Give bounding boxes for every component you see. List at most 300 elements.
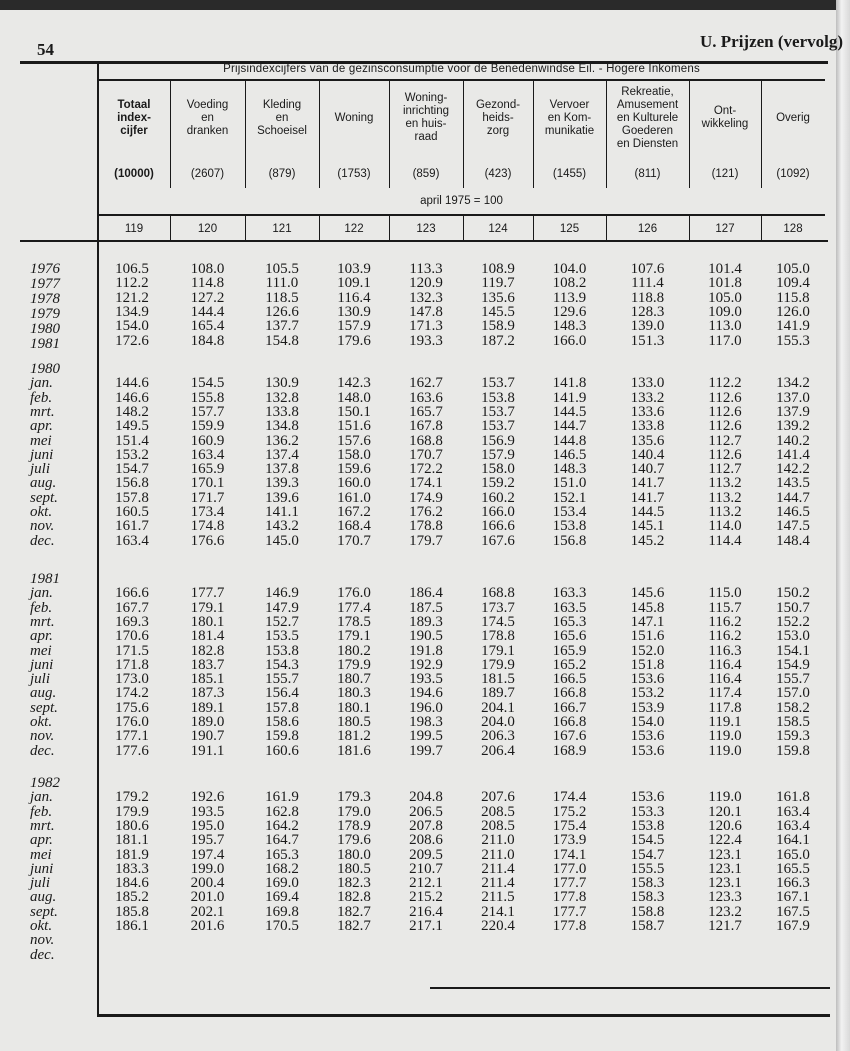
table-cell: 180.7: [337, 671, 371, 688]
table-cell: 127.2: [190, 289, 225, 306]
table-cell: 141.9: [776, 318, 810, 335]
table-cell: 137.8: [265, 461, 299, 478]
table-cell: 191.1: [190, 742, 225, 759]
table-cell: 163.4: [190, 446, 225, 463]
table-cell: 163.6: [409, 389, 443, 406]
row-label-month: mrt.: [30, 817, 55, 834]
table-cell: 140.7: [630, 461, 665, 478]
column-header: Ont- wikkeling: [701, 105, 749, 130]
row-label-year: 1980: [30, 321, 60, 337]
table-cell: 120.1: [708, 803, 742, 820]
table-cell: 144.6: [115, 375, 149, 392]
table-cell: 160.9: [190, 432, 225, 449]
row-label-month: apr.: [30, 832, 53, 849]
row-label-month: mrt.: [30, 613, 55, 630]
table-cell: 180.5: [337, 860, 371, 877]
table-cell: 148.3: [552, 318, 587, 335]
table-cell: 137.0: [776, 389, 810, 406]
column-weight: (879): [268, 168, 296, 180]
table-cell: 158.6: [265, 714, 299, 730]
table-cell: 119.0: [708, 728, 742, 745]
table-cell: 109.4: [776, 275, 810, 292]
table-cell: 145.2: [630, 532, 665, 549]
table-cell: 115.8: [776, 289, 810, 306]
table-cell: 126.6: [265, 303, 299, 320]
table-cell: 178.8: [409, 518, 443, 535]
table-cell: 134.8: [265, 418, 299, 435]
table-cell: 171.7: [190, 489, 225, 506]
table-cell: 208.5: [481, 817, 515, 834]
table-cell: 161.9: [265, 789, 299, 806]
table-cell: 176.2: [409, 504, 443, 520]
table-cell: 165.3: [552, 613, 587, 630]
table-cell: 159.6: [337, 461, 371, 478]
table-cell: 189.7: [481, 685, 515, 702]
table-cell: 113.3: [409, 261, 443, 277]
table-cell: 132.3: [409, 289, 443, 306]
table-cell: 158.7: [630, 918, 665, 934]
row-label-month: mei: [30, 846, 52, 863]
table-cell: 111.4: [631, 275, 664, 292]
table-cell: 139.0: [630, 318, 665, 335]
table-cell: 101.8: [708, 275, 742, 292]
table-cell: 161.8: [776, 789, 810, 806]
table-cell: 169.4: [265, 889, 299, 906]
table-cell: 177.8: [552, 889, 587, 906]
table-cell: 153.6: [630, 728, 665, 745]
table-cell: 159.8: [265, 728, 299, 745]
table-cell: 179.7: [409, 532, 443, 549]
table-cell: 170.7: [337, 532, 371, 549]
table-cell: 164.1: [776, 832, 810, 849]
table-cell: 153.3: [630, 803, 665, 820]
table-cell: 146.5: [776, 504, 810, 520]
table-cell: 115.7: [708, 599, 742, 616]
table-cell: 156.4: [265, 685, 299, 702]
table-cell: 153.7: [481, 375, 515, 392]
table-cell: 173.0: [115, 671, 149, 688]
table-cell: 157.7: [190, 403, 225, 420]
table-cell: 195.0: [190, 817, 225, 834]
table-cell: 135.6: [630, 432, 665, 449]
row-label-year: 1981: [30, 336, 60, 352]
table-cell: 180.3: [337, 685, 371, 702]
table-cell: 154.0: [115, 318, 149, 335]
table-cell: 107.6: [630, 261, 665, 277]
column-header: Totaal index- cijfer: [117, 98, 151, 137]
table-cell: 174.8: [190, 518, 225, 535]
column-code: 123: [416, 223, 436, 235]
table-cell: 109.1: [337, 275, 371, 292]
row-label-month: aug.: [30, 685, 57, 702]
table-cell: 132.8: [265, 389, 299, 406]
table-cell: 151.6: [630, 628, 665, 645]
table-cell: 183.7: [190, 656, 225, 673]
table-cell: 199.5: [409, 728, 443, 745]
row-label-month: okt.: [30, 504, 53, 520]
column-code: 124: [488, 223, 508, 235]
table-cell: 214.1: [481, 903, 515, 920]
table-cell: 165.4: [190, 318, 225, 335]
table-cell: 141.8: [552, 375, 587, 392]
table-cell: 159.3: [776, 728, 810, 745]
table-cell: 185.2: [115, 889, 149, 906]
table-cell: 116.4: [708, 656, 742, 673]
row-label-year: 1977: [30, 276, 60, 292]
table-cell: 160.0: [337, 475, 371, 492]
column-code: 127: [715, 223, 735, 235]
table-cell: 116.2: [708, 613, 742, 630]
table-cell: 116.3: [708, 642, 742, 659]
table-cell: 167.7: [115, 599, 149, 616]
table-cell: 153.8: [481, 389, 515, 406]
table-cell: 206.4: [481, 742, 515, 759]
table-cell: 157.0: [776, 685, 810, 702]
table-cell: 114.8: [190, 275, 225, 292]
table-cell: 187.2: [481, 332, 515, 349]
table-cell: 112.6: [708, 418, 742, 435]
row-label-month: okt.: [30, 714, 53, 730]
row-label-month: juni: [30, 860, 54, 877]
table-cell: 141.9: [552, 389, 587, 406]
column-header: Overig: [776, 111, 810, 124]
table-cell: 105.0: [776, 261, 810, 277]
table-bottom-rule: [97, 1014, 830, 1017]
row-label-month: feb.: [30, 599, 53, 616]
column-code: 126: [637, 223, 658, 235]
table-cell: 167.2: [337, 504, 371, 520]
table-cell: 199.7: [409, 742, 443, 759]
table-cell: 179.3: [337, 789, 371, 806]
table-cell: 112.6: [708, 446, 742, 463]
table-cell: 154.7: [630, 846, 665, 863]
table-cell: 189.1: [190, 699, 225, 716]
table-cell: 180.1: [190, 613, 225, 630]
table-cell: 123.2: [708, 903, 742, 920]
table-cell: 175.4: [552, 817, 587, 834]
row-label-month: juni: [30, 446, 54, 463]
table-cell: 178.9: [337, 817, 371, 834]
row-label-year: 1976: [30, 261, 60, 277]
table-cell: 177.7: [552, 903, 587, 920]
column-code: 125: [559, 223, 580, 235]
table-cell: 169.3: [115, 613, 149, 630]
table-cell: 170.6: [115, 628, 149, 645]
table-cell: 149.5: [115, 418, 149, 435]
table-cell: 158.2: [776, 699, 810, 716]
table-cell: 156.8: [552, 532, 587, 549]
table-cell: 174.5: [481, 613, 515, 630]
row-label-month: nov.: [30, 932, 55, 949]
table-cell: 192.6: [190, 789, 225, 806]
table-cell: 182.8: [190, 642, 225, 659]
table-cell: 159.2: [481, 475, 515, 492]
table-cell: 143.2: [265, 518, 299, 535]
table-cell: 194.6: [409, 685, 443, 702]
table-cell: 155.8: [190, 389, 225, 406]
row-label-month: juni: [30, 656, 54, 673]
table-cell: 140.2: [776, 432, 810, 449]
column-weight: (10000): [114, 168, 154, 180]
table-cell: 166.7: [552, 699, 587, 716]
table-cell: 141.7: [630, 475, 665, 492]
row-label-year: 1979: [30, 306, 60, 322]
table-cell: 169.0: [265, 875, 299, 892]
row-label-month: juli: [30, 671, 51, 688]
table-cell: 112.2: [115, 275, 149, 292]
column-code: 119: [124, 223, 144, 235]
table-cell: 163.4: [776, 817, 810, 834]
row-label-month: mei: [30, 642, 52, 659]
table-cell: 154.5: [630, 832, 665, 849]
table-cell: 198.3: [409, 714, 443, 730]
column-header: Voeding en dranken: [186, 98, 229, 137]
table-cell: 103.9: [337, 261, 371, 277]
table-cell: 164.2: [265, 817, 299, 834]
table-cell: 141.4: [776, 446, 810, 463]
table-cell: 193.3: [409, 332, 443, 349]
row-label-month: jan.: [30, 789, 53, 806]
table-cell: 175.6: [115, 699, 149, 716]
table-cell: 151.3: [630, 332, 665, 349]
column-code: 128: [783, 223, 803, 235]
table-cell: 186.4: [409, 585, 443, 602]
table-cell: 154.8: [265, 332, 299, 349]
table-cell: 133.8: [265, 403, 299, 420]
table-cell: 193.5: [190, 803, 225, 820]
table-cell: 153.8: [630, 817, 665, 834]
column-header: Woning: [334, 111, 374, 124]
table-cell: 158.5: [776, 714, 810, 730]
table-cell: 153.4: [552, 504, 587, 520]
table-cell: 144.7: [776, 489, 810, 506]
table-cell: 165.0: [776, 846, 810, 863]
table-cell: 151.8: [630, 656, 665, 673]
table-cell: 117.0: [708, 332, 742, 349]
table-cell: 134.9: [115, 303, 149, 320]
table-cell: 123.1: [708, 846, 742, 863]
table-cell: 197.4: [190, 846, 225, 863]
table-cell: 113.2: [708, 475, 742, 492]
table-cell: 186.1: [115, 918, 149, 934]
table-cell: 215.2: [409, 889, 443, 906]
table-cell: 178.8: [481, 628, 515, 645]
table-cell: 181.9: [115, 846, 149, 863]
table-cell: 153.2: [115, 446, 149, 463]
row-label-year: 1978: [30, 291, 60, 307]
table-cell: 153.6: [630, 671, 665, 688]
table-cell: 153.8: [552, 518, 587, 535]
table-cell: 179.9: [481, 656, 515, 673]
row-label-month: juli: [30, 875, 51, 892]
table-cell: 145.1: [630, 518, 665, 535]
table-cell: 146.6: [115, 389, 149, 406]
table-cell: 211.4: [481, 860, 515, 877]
table-cell: 119.0: [708, 789, 742, 806]
table-cell: 176.0: [115, 714, 149, 730]
table-cell: 178.5: [337, 613, 371, 630]
table-cell: 204.1: [481, 699, 515, 716]
table-cell: 155.3: [776, 332, 810, 349]
table-cell: 179.2: [115, 789, 149, 806]
table-cell: 145.6: [630, 585, 665, 602]
table-cell: 155.7: [265, 671, 299, 688]
table-cell: 141.1: [265, 504, 299, 520]
column-weight: (1753): [337, 168, 371, 180]
table-cell: 170.5: [265, 918, 299, 934]
table-cell: 154.5: [190, 375, 225, 392]
table-cell: 112.6: [708, 389, 742, 406]
column-weight: (2607): [190, 168, 225, 180]
table-cell: 182.7: [337, 918, 371, 934]
table-cell: 129.6: [552, 303, 587, 320]
table-cell: 112.6: [708, 403, 742, 420]
scan-top-edge: [0, 0, 850, 10]
table-cell: 177.7: [190, 585, 225, 602]
table-cell: 167.5: [776, 903, 810, 920]
row-label-month: nov.: [30, 518, 55, 535]
table-cell: 159.8: [776, 742, 810, 759]
table-cell: 173.9: [552, 832, 587, 849]
table-cell: 114.0: [708, 518, 742, 535]
table-cell: 173.7: [481, 599, 515, 616]
block-year-label: 1981: [30, 571, 60, 587]
table-cell: 177.6: [115, 742, 149, 759]
table-cell: 207.8: [409, 817, 443, 834]
table-cell: 152.2: [776, 613, 810, 630]
table-cell: 113.2: [708, 504, 742, 520]
table-cell: 123.1: [708, 875, 742, 892]
table-cell: 113.0: [708, 318, 742, 335]
table-cell: 157.9: [337, 318, 371, 335]
row-label-month: sept.: [30, 489, 58, 506]
table-cell: 157.8: [265, 699, 299, 716]
column-header: Kleding en Schoeisel: [257, 98, 307, 137]
row-label-month: aug.: [30, 889, 57, 906]
table-cell: 145.0: [265, 532, 299, 549]
table-cell: 157.8: [115, 489, 149, 506]
table-cell: 142.2: [776, 461, 810, 478]
table-cell: 163.4: [115, 532, 149, 549]
table-cell: 166.8: [552, 685, 587, 702]
table-cell: 165.7: [409, 403, 443, 420]
table-cell: 184.6: [115, 875, 149, 892]
table-cell: 139.2: [776, 418, 810, 435]
table-cell: 148.2: [115, 403, 149, 420]
table-cell: 201.0: [190, 889, 225, 906]
table-cell: 147.1: [630, 613, 665, 630]
table-cell: 153.8: [265, 642, 299, 659]
table-cell: 212.1: [409, 875, 443, 892]
table-cell: 181.5: [481, 671, 515, 688]
table-cell: 177.1: [115, 728, 149, 745]
column-weight: (1092): [776, 168, 810, 180]
table-cell: 122.4: [708, 832, 742, 849]
code-top-rule: [98, 214, 825, 216]
table-cell: 201.6: [190, 918, 225, 934]
table-cell: 153.5: [265, 628, 299, 645]
table-cell: 104.0: [552, 261, 587, 277]
table-cell: 137.4: [265, 446, 299, 463]
table-cell: 106.5: [115, 261, 149, 277]
table-cell: 210.7: [409, 860, 443, 877]
row-label-month: nov.: [30, 728, 55, 745]
table-cell: 117.8: [708, 699, 742, 716]
table-cell: 211.4: [481, 875, 515, 892]
table-cell: 207.6: [481, 789, 515, 806]
table-cell: 174.1: [552, 846, 587, 863]
table-cell: 179.1: [481, 642, 515, 659]
table-cell: 181.2: [337, 728, 371, 745]
table-cell: 147.9: [265, 599, 299, 616]
table-cell: 117.4: [708, 685, 742, 702]
table-cell: 112.2: [708, 375, 742, 392]
table-cell: 153.2: [630, 685, 665, 702]
table-cell: 154.9: [776, 656, 810, 673]
table-cell: 181.4: [190, 628, 225, 645]
table-cell: 154.3: [265, 656, 299, 673]
table-cell: 220.4: [481, 918, 515, 934]
table-cell: 140.4: [630, 446, 665, 463]
table-cell: 158.8: [630, 903, 665, 920]
table-cell: 181.6: [337, 742, 371, 759]
table-cell: 192.9: [409, 656, 443, 673]
table-cell: 158.9: [481, 318, 515, 335]
table-cell: 112.7: [708, 432, 742, 449]
table-cell: 166.6: [115, 585, 149, 602]
table-cell: 189.3: [409, 613, 443, 630]
table-cell: 179.6: [337, 832, 371, 849]
table-cell: 185.1: [190, 671, 225, 688]
table-cell: 190.5: [409, 628, 443, 645]
table-cell: 151.6: [337, 418, 371, 435]
table-cell: 118.5: [265, 289, 299, 306]
row-label-month: sept.: [30, 903, 58, 920]
table-cell: 119.1: [708, 714, 742, 730]
column-header: Woning- inrichting en huis- raad: [402, 92, 450, 143]
table-cell: 165.9: [552, 642, 587, 659]
table-cell: 126.0: [776, 303, 810, 320]
column-code: 121: [272, 223, 292, 235]
table-cell: 144.8: [552, 432, 587, 449]
table-cell: 196.0: [409, 699, 443, 716]
table-cell: 168.9: [552, 742, 587, 759]
table-cell: 165.9: [190, 461, 225, 478]
table-cell: 195.7: [190, 832, 225, 849]
table-cell: 119.0: [708, 742, 742, 759]
table-cell: 150.7: [776, 599, 810, 616]
table-cell: 211.5: [481, 889, 515, 906]
table-cell: 152.0: [630, 642, 665, 659]
table-cell: 121.7: [708, 918, 742, 934]
table-cell: 166.0: [481, 504, 515, 520]
table-cell: 177.0: [552, 860, 587, 877]
table-cell: 101.4: [708, 261, 742, 277]
table-cell: 153.7: [481, 403, 515, 420]
table-cell: 211.0: [481, 832, 515, 849]
table-cell: 139.3: [265, 475, 299, 492]
table-cell: 204.8: [409, 789, 443, 806]
row-label-month: juli: [30, 461, 51, 478]
table-cell: 158.0: [337, 446, 371, 463]
table-cell: 163.5: [552, 599, 587, 616]
table-cell: 158.3: [630, 889, 665, 906]
table-cell: 154.1: [776, 642, 810, 659]
table-cell: 145.8: [630, 599, 665, 616]
table-cell: 211.0: [481, 846, 515, 863]
table-cell: 168.8: [409, 432, 443, 449]
table-cell: 153.6: [630, 742, 665, 759]
